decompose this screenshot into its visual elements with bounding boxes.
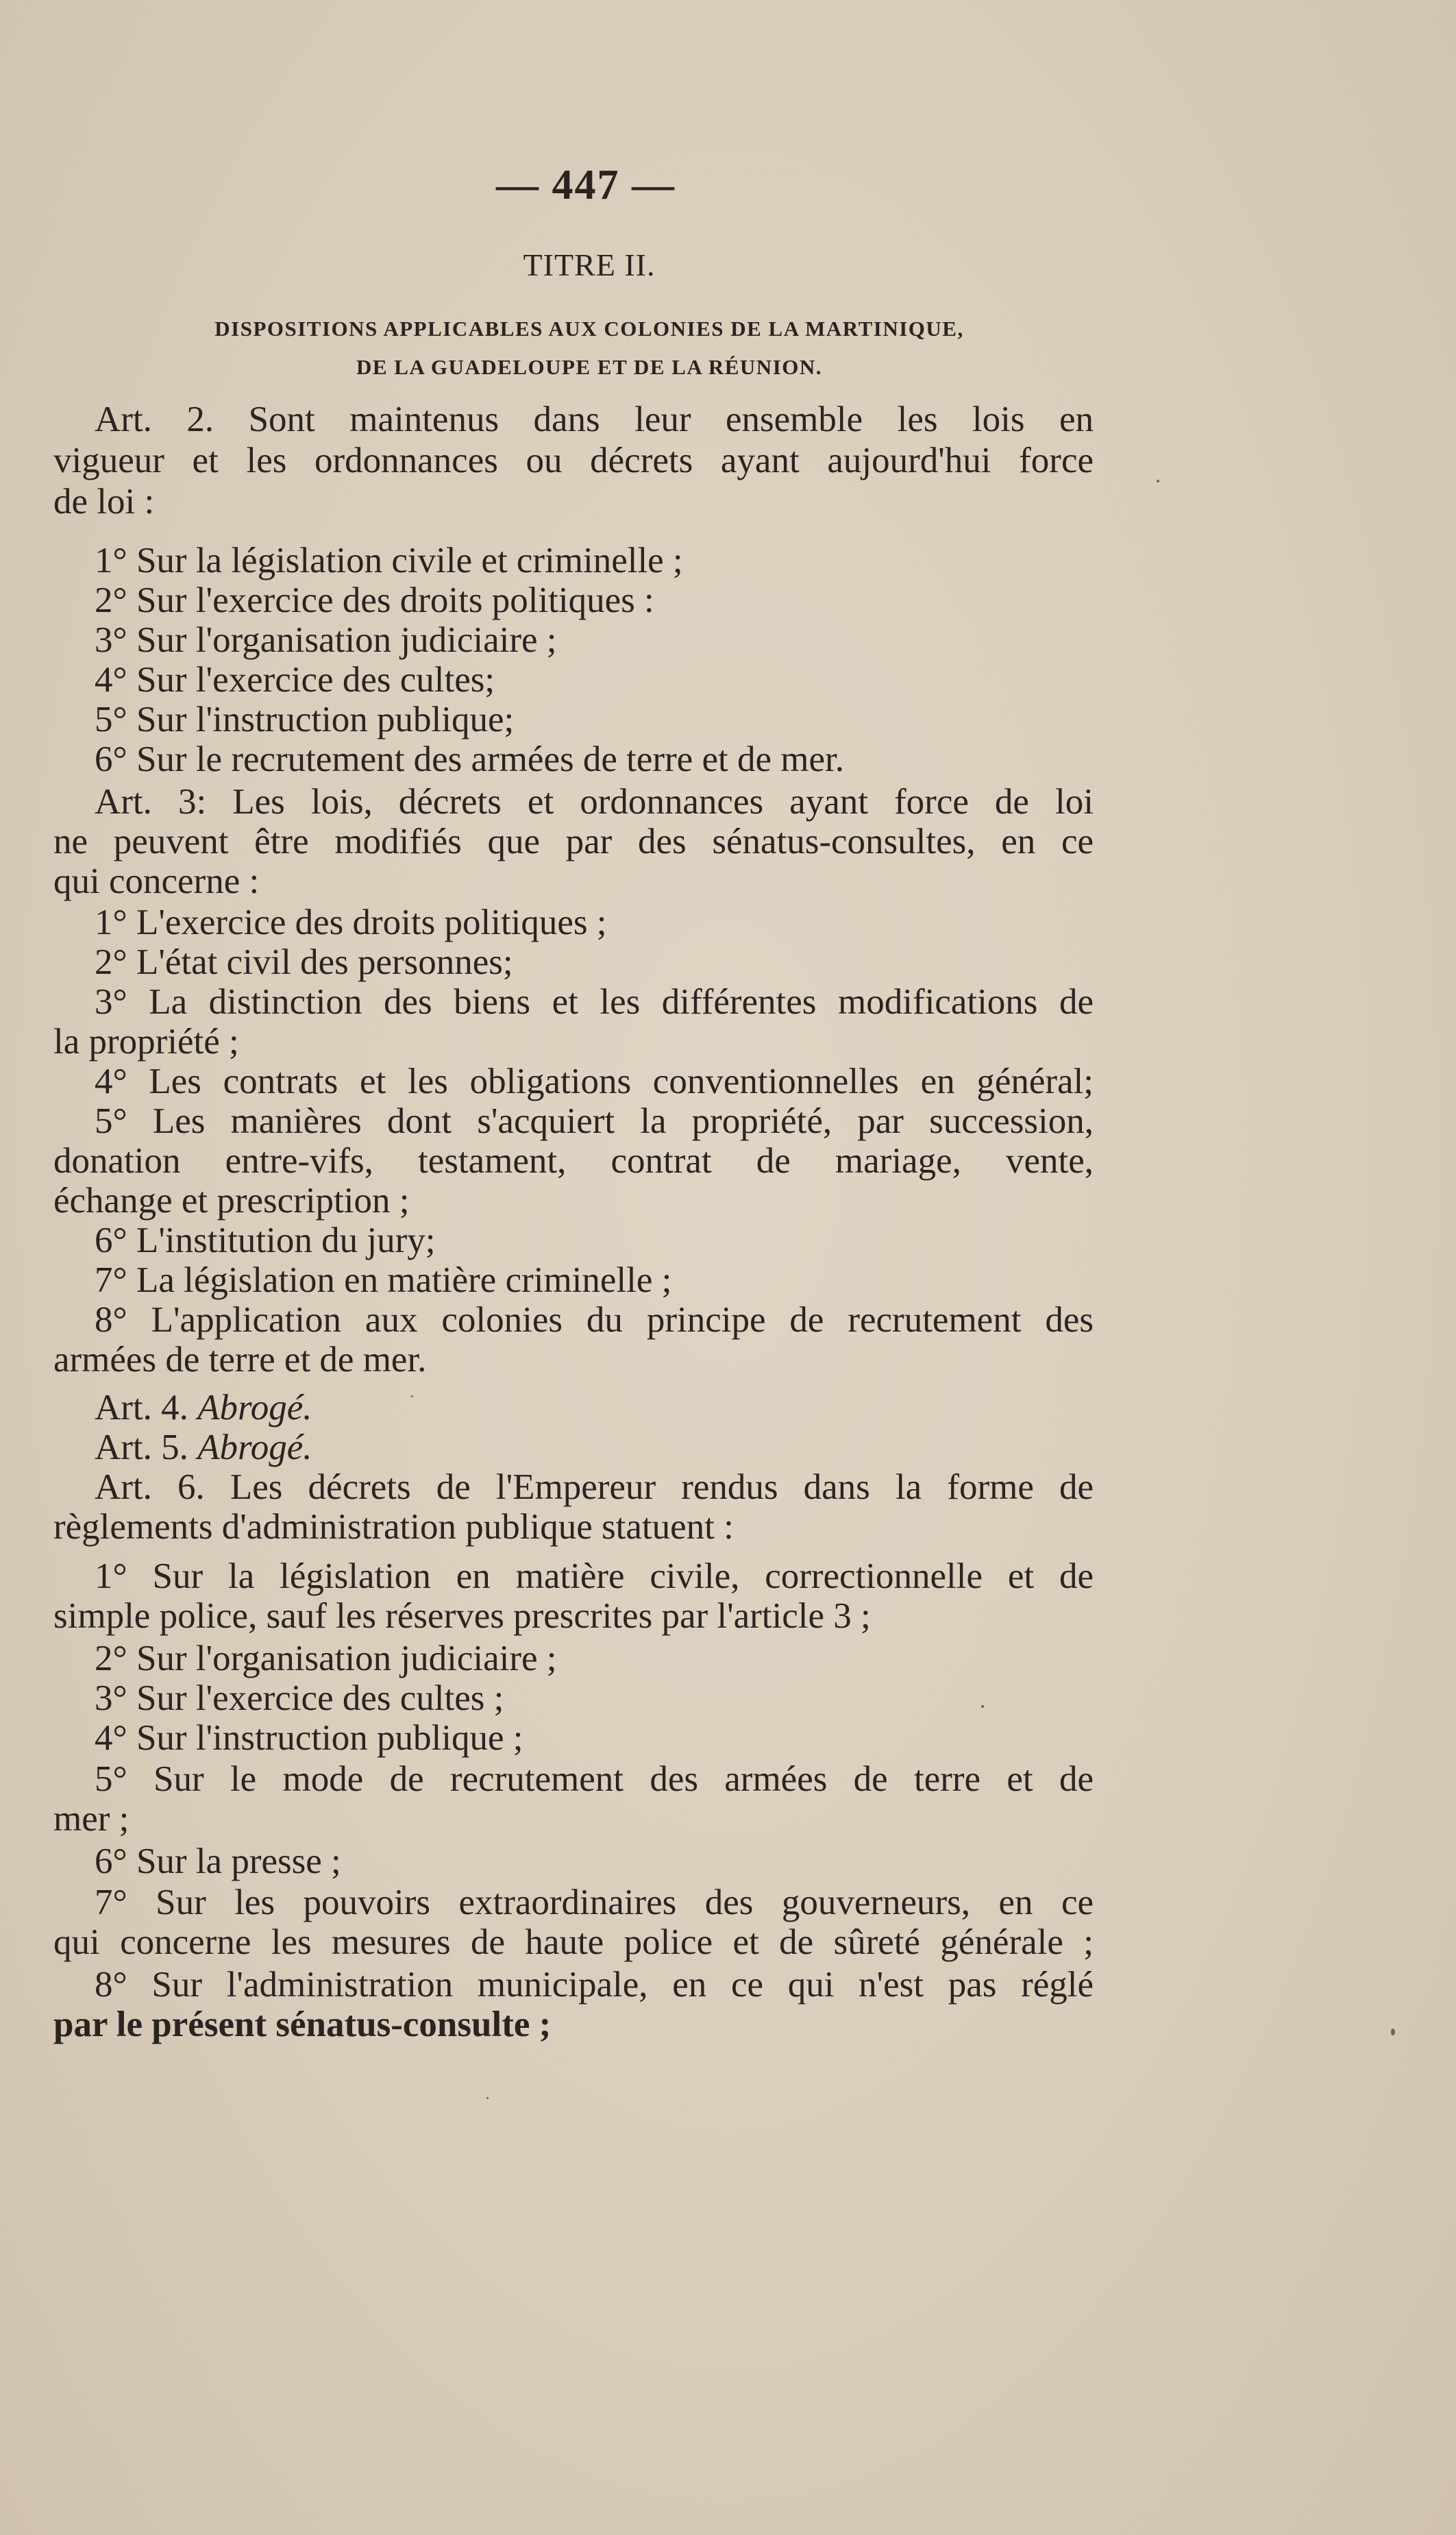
text-line: simple police, sauf les réserves prescrites par l'article 3 ; xyxy=(53,1596,871,1636)
text-line: 8° L'application aux colonies du principe de recrutement des xyxy=(95,1300,1094,1340)
text-line: qui concerne : xyxy=(53,861,260,901)
section-subtitle-line-2: DE LA GUADELOUPE ET DE LA RÉUNION. xyxy=(356,355,823,379)
text-line: Art. 2. Sont maintenus dans leur ensemble les lois en xyxy=(95,400,1094,439)
text-line: qui concerne les mesures de haute police et de sûreté générale ; xyxy=(53,1922,1094,1962)
text-line: de loi : xyxy=(53,482,155,522)
abrogated-label: Abrogé. xyxy=(197,1388,312,1428)
section-subtitle-line-1: DISPOSITIONS APPLICABLES AUX COLONIES DE LA MARTINIQUE, xyxy=(214,317,964,341)
text-line: 4° Les contrats et les obligations conventionnelles en général; xyxy=(95,1062,1094,1101)
text-line: 6° Sur la presse ; xyxy=(95,1841,341,1881)
paper-speck xyxy=(981,1705,984,1708)
text-line: 5° Sur l'instruction publique; xyxy=(95,700,515,739)
text-line xyxy=(95,1387,312,1428)
text-line: 4° Sur l'exercice des cultes; xyxy=(95,660,495,700)
text-line xyxy=(95,1427,312,1468)
text-line: donation entre-vifs, testament, contrat de mariage, vente, xyxy=(53,1141,1094,1181)
article-number: Art. 5. xyxy=(95,1428,188,1467)
text-line: règlements d'administration publique statuent : xyxy=(53,1507,734,1547)
section-title: TITRE II. xyxy=(523,247,656,282)
text-line: 5° Sur le mode de recrutement des armées de terre et de xyxy=(95,1759,1094,1799)
abrogated-label: Abrogé. xyxy=(197,1428,312,1467)
text-line: 1° L'exercice des droits politiques ; xyxy=(95,903,607,942)
text-line: mer ; xyxy=(53,1799,129,1839)
text-line: 2° Sur l'exercice des droits politiques : xyxy=(95,580,654,620)
text-line: la propriété ; xyxy=(53,1022,239,1062)
text-line: 7° La législation en matière criminelle ; xyxy=(95,1260,672,1300)
paper-speck xyxy=(486,2097,489,2099)
text-line: 7° Sur les pouvoirs extraordinaires des gouverneurs, en ce xyxy=(95,1883,1094,1922)
paper-speck xyxy=(1391,2029,1395,2035)
text-line: 8° Sur l'administration municipale, en ce qui n'est pas réglé xyxy=(95,1965,1094,2005)
text-line: vigueur et les ordonnances ou décrets ayant aujourd'hui force xyxy=(53,441,1094,480)
article-number: Art. 4. xyxy=(95,1388,188,1428)
text-line: 4° Sur l'instruction publique ; xyxy=(95,1718,523,1758)
text-line: armées de terre et de mer. xyxy=(53,1340,427,1380)
text-line: 1° Sur la législation en matière civile, correctionnelle et de xyxy=(95,1556,1094,1596)
text-line: 2° L'état civil des personnes; xyxy=(95,942,513,982)
text-line: échange et prescription ; xyxy=(53,1181,410,1221)
paper-speck xyxy=(1157,480,1159,482)
text-line: 1° Sur la législation civile et criminelle ; xyxy=(95,541,683,580)
text-line: 6° L'institution du jury; xyxy=(95,1221,436,1260)
paper-speck xyxy=(411,1395,413,1397)
text-line: 5° Les manières dont s'acquiert la propriété, par succession, xyxy=(95,1101,1094,1141)
text-line: 6° Sur le recrutement des armées de terre et de mer. xyxy=(95,739,844,779)
text-line: 3° Sur l'organisation judiciaire ; xyxy=(95,620,557,660)
text-line: Art. 6. Les décrets de l'Empereur rendus dans la forme de xyxy=(95,1467,1094,1507)
text-line: 3° La distinction des biens et les différentes modifications de xyxy=(95,982,1094,1022)
text-line: par le présent sénatus-consulte ; xyxy=(53,2005,552,2044)
text-line: 3° Sur l'exercice des cultes ; xyxy=(95,1678,504,1718)
text-line: 2° Sur l'organisation judiciaire ; xyxy=(95,1639,557,1678)
page-number: — 447 — xyxy=(496,162,676,208)
text-line: ne peuvent être modifiés que par des sénatus-consultes, en ce xyxy=(53,822,1094,861)
text-line: Art. 3: Les lois, décrets et ordonnances ayant force de loi xyxy=(95,782,1094,822)
